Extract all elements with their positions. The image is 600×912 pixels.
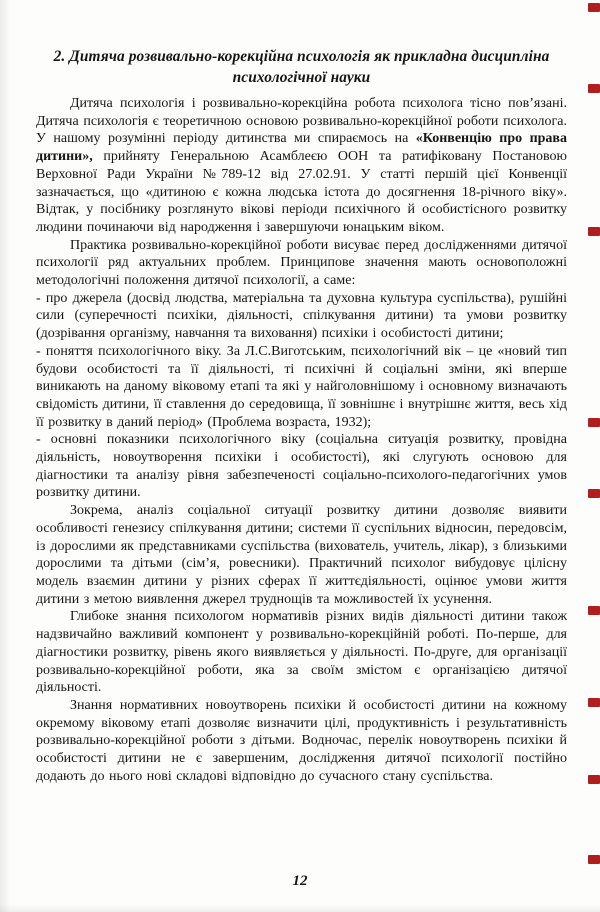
paragraph: Практика розвивально-корекційної роботи висуває перед дослідженнями дитячої психології ряд актуальних проблем. Принципове значення мають основоположні методологічні положення дитячої психології, а саме: <box>36 237 567 289</box>
page-body <box>36 95 567 785</box>
red-edge-mark <box>588 489 600 498</box>
red-edge-mark <box>588 855 600 864</box>
paragraph: Глибоке знання психологом нормативів різних видів діяльності дитини також надзвичайно важливий компонент у розвивально-корекційній роботі. По-перше, для діагностики розвитку, рівень якого виявляється у діяльності. По-друге, для організації розвивально-корекційної роботи, яка за своїм змістом є організацією дитячої діяльності. <box>36 609 567 696</box>
red-edge-mark <box>588 3 600 12</box>
paragraph: Зокрема, аналіз соціальної ситуації розвитку дитини дозволяє виявити особливості генезису спілкування дитини; системи її суспільних відносин, передовсім, із дорослими як представниками суспільства (вихователь, учитель, лікар), з близькими дорослими та дітьми (сім’я, ровесники). Практичний психолог вибудовує цілісну модель взаємин дитини у різних сферах її життєдіяльності, оцінює умови життя дитини з метою виявлення джерел труднощів та можливостей їх усунення. <box>36 503 567 607</box>
page-number: 12 <box>292 873 308 889</box>
section-title: 2. Дитяча розвивально-корекційна психологія як прикладна дисципліна психологічної науки <box>53 48 550 86</box>
paragraph: - про джерела (досвід людства, матеріальна та духовна культура суспільства), рушійні сили (суперечності психіки, діяльності, спілкування дитини) та умови розвитку (дозрівання організму, навчання та виховання) психіки і особистості дитини; <box>36 290 567 342</box>
text-run: Дитяча психологія і розвивально-корекційна робота психолога тісно пов’язані. Дитяча психологія є теоретичною основою розвивально-корекційної роботи психолога. У нашому розумінні періоду дитинства ми спираємось на <box>36 96 567 147</box>
red-edge-mark <box>588 775 600 784</box>
red-edge-mark <box>588 698 600 707</box>
paragraph: - основні показники психологічного віку (соціальна ситуація розвитку, провідна діяльність, новоутворення психіки і особистості), які слугують основою для діагностики та аналізу рівня забезпеченості соціально-психолого-педагогічних умов розвитку дитини. <box>36 432 567 501</box>
bold-text-run: «Конвенцію про права дитини», <box>36 131 567 165</box>
red-edge-mark <box>588 418 600 427</box>
red-edge-mark <box>588 227 600 236</box>
paragraph: - поняття психологічного віку. За Л.С.Виготським, психологічний вік – це «новий тип будови особистості та її діяльності, ті психічні й соціальні зміни, які вперше виникають на даному віковому етапі та які у найголовнішому і основному визначають свідомість дитини, її ставлення до середовища, її зовнішнє і внутрішнє життя, весь хід її розвитку в даний період» (Проблема возраста, 1932); <box>36 343 567 430</box>
page-content <box>36 46 567 785</box>
paragraph: Знання нормативних новоутворень психіки й особистості дитини на кожному окремому віковому етапі дозволяє визначити цілі, продуктивність і результативність розвивально-корекційної роботи з дітьми. Водночас, перелік новоутворень психіки й особистості дитини не є завершеним, дослідження дитячої психології постійно додають до нього нові складові відповідно до сучасного стану суспільства. <box>36 697 567 784</box>
text-run: прийняту Генеральною Асамблеєю ООН та ратифіковану Постановою Верховної Ради України №789-12 від 27.02.91. У статті першій цієї Конвенції зазначається, що «дитиною є кожна людська істота до досягнення 18-річного віку». Відтак, у посібнику розглянуто вікові періоди психічного й особистісного розвитку людини починаючи від народження і завершуючи юнацьким віком. <box>36 149 567 235</box>
paragraph <box>36 95 567 237</box>
red-edge-mark <box>588 84 600 93</box>
red-edge-mark <box>588 606 600 615</box>
